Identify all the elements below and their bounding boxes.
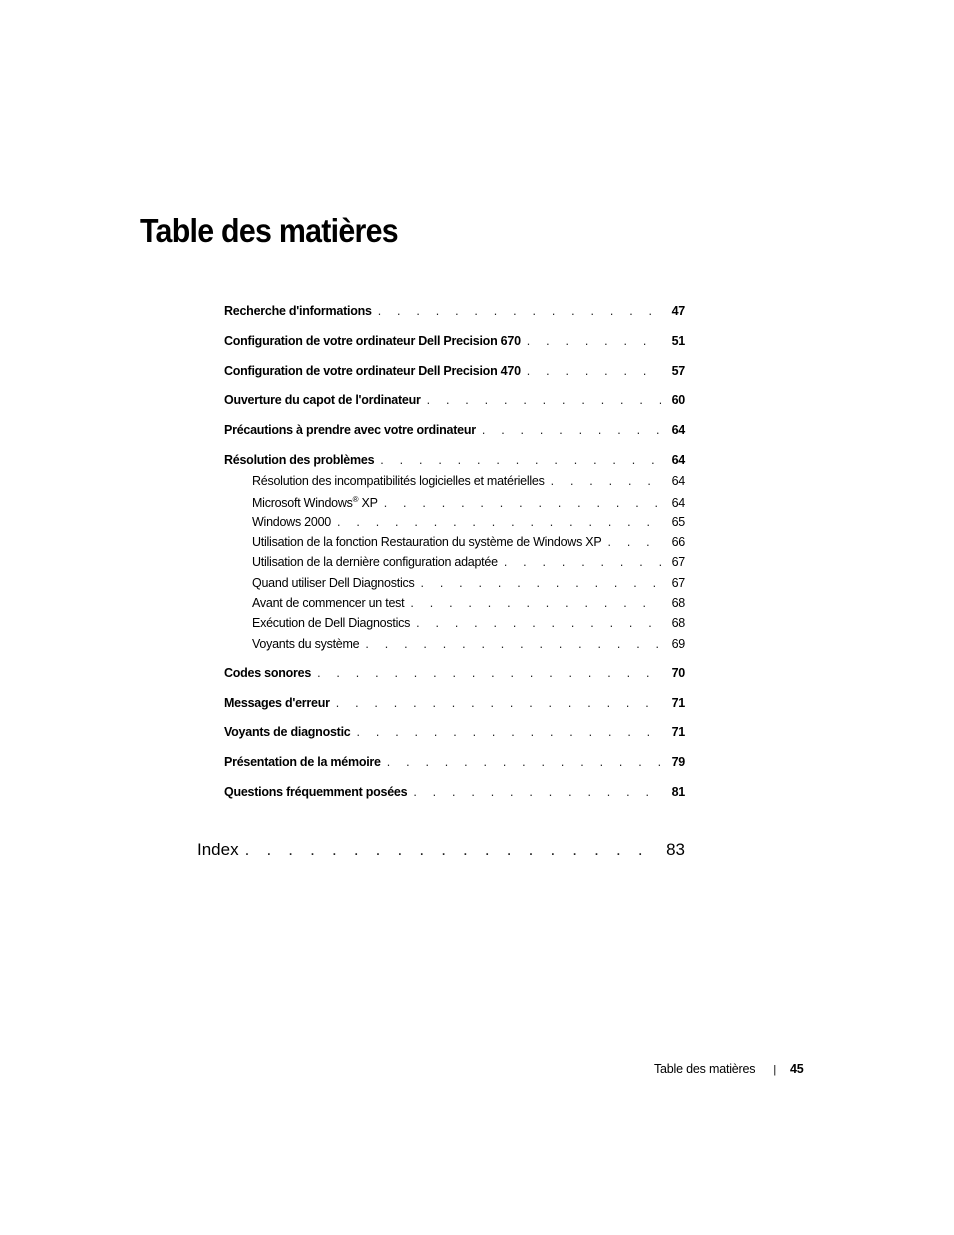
toc-entry-label: Présentation de la mémoire <box>224 755 381 769</box>
dot-leader <box>365 637 661 651</box>
dot-leader <box>336 696 661 710</box>
toc-entry-label: Utilisation de la fonction Restauration du système de Windows XP <box>252 535 602 549</box>
toc-entry[interactable] <box>224 666 685 680</box>
toc-entry-label: Exécution de Dell Diagnostics <box>252 616 411 630</box>
toc-entry-page: 57 <box>671 364 685 378</box>
dot-leader <box>410 596 661 610</box>
toc-entry-page: 81 <box>671 785 685 799</box>
toc-index-entry[interactable] <box>197 840 685 860</box>
footer-divider: | <box>773 1064 776 1076</box>
footer-section-title: Table des matières <box>654 1062 756 1076</box>
toc-entry-page: 60 <box>671 393 685 407</box>
toc-entry[interactable] <box>224 453 685 467</box>
toc-entry[interactable] <box>224 785 685 799</box>
toc-subentry[interactable] <box>252 515 685 529</box>
dot-leader <box>420 576 661 590</box>
dot-leader <box>416 616 661 630</box>
toc-entry-page: 67 <box>671 576 685 590</box>
dot-leader <box>527 334 661 348</box>
toc-entry[interactable] <box>224 364 685 378</box>
toc-entry-label: Ouverture du capot de l'ordinateur <box>224 393 421 407</box>
toc-entry-label: Windows 2000 <box>252 515 331 529</box>
toc-entry-label: Voyants du système <box>252 637 360 651</box>
toc-subentry[interactable] <box>252 555 685 569</box>
toc-entry-page: 51 <box>671 334 685 348</box>
toc-entry-page: 68 <box>671 616 685 630</box>
toc-entry-page: 67 <box>671 555 685 569</box>
dot-leader <box>384 496 661 510</box>
toc-entry[interactable] <box>224 334 685 348</box>
toc-entry-page: 70 <box>671 666 685 680</box>
toc-entry-label: Recherche d'informations <box>224 304 372 318</box>
dot-leader <box>387 755 661 769</box>
toc-entry-page: 65 <box>671 515 685 529</box>
toc-entry-label: Index <box>197 840 239 859</box>
toc-entry-label: Configuration de votre ordinateur Dell Precision 470 <box>224 364 521 378</box>
footer-page-number: 45 <box>790 1062 804 1076</box>
dot-leader <box>357 725 662 739</box>
toc-entry-label: Utilisation de la dernière configuration adaptée <box>252 555 498 569</box>
toc-entry-label: Questions fréquemment posées <box>224 785 408 799</box>
toc-entry[interactable] <box>224 304 685 318</box>
toc-entry-label: Résolution des problèmes <box>224 453 375 467</box>
toc-entry-page: 83 <box>666 840 685 859</box>
toc-entry-page: 71 <box>671 696 685 710</box>
toc-subentry[interactable] <box>252 596 685 610</box>
dot-leader <box>380 453 661 467</box>
toc-entry-label: Résolution des incompatibilités logicielles et matérielles <box>252 474 545 488</box>
dot-leader <box>378 304 661 318</box>
toc-subentry[interactable] <box>252 535 685 549</box>
toc-subentry[interactable] <box>252 616 685 630</box>
toc-entry-page: 66 <box>671 535 685 549</box>
toc-entry-page: 69 <box>671 637 685 651</box>
dot-leader <box>413 785 661 799</box>
toc-entry-page: 64 <box>671 496 685 511</box>
toc-entry-label: Codes sonores <box>224 666 312 680</box>
toc-entry-page: 47 <box>671 304 685 318</box>
toc-entry-page: 64 <box>671 474 685 488</box>
dot-leader <box>427 393 661 407</box>
toc-entry[interactable] <box>224 393 685 407</box>
toc-entry[interactable] <box>224 755 685 769</box>
toc-subentry[interactable] <box>252 576 685 590</box>
toc-entry-page: 68 <box>671 596 685 610</box>
dot-leader <box>504 555 661 569</box>
toc-entry-label-text: Microsoft Windows <box>252 496 353 511</box>
toc-entry-label: Avant de commencer un test <box>252 596 405 610</box>
dot-leader <box>482 423 661 437</box>
toc-entry-page: 71 <box>671 725 685 739</box>
toc-entry[interactable] <box>224 696 685 710</box>
registered-mark: ® <box>352 495 359 504</box>
dot-leader <box>607 535 661 549</box>
toc-subentry[interactable] <box>252 495 685 510</box>
toc-entry-page: 79 <box>671 755 685 769</box>
toc-entry-label: Voyants de diagnostic <box>224 725 351 739</box>
page-footer <box>654 1062 814 1076</box>
toc-entry-label <box>252 495 378 510</box>
dot-leader <box>317 666 661 680</box>
dot-leader <box>337 515 661 529</box>
toc-entry[interactable] <box>224 725 685 739</box>
toc-entry-page: 64 <box>671 453 685 467</box>
toc-subentry[interactable] <box>252 474 685 488</box>
toc-entry-label: Messages d'erreur <box>224 696 330 710</box>
toc-entry-page: 64 <box>671 423 685 437</box>
toc-entry-label: Configuration de votre ordinateur Dell Precision 670 <box>224 334 521 348</box>
dot-leader <box>245 840 656 860</box>
toc-entry-label: Précautions à prendre avec votre ordinateur <box>224 423 476 437</box>
dot-leader <box>527 364 661 378</box>
dot-leader <box>551 474 661 488</box>
toc-entry-label-suffix: XP <box>358 496 378 511</box>
toc-subentry[interactable] <box>252 637 685 651</box>
page-title: Table des matières <box>140 212 398 249</box>
toc-entry[interactable] <box>224 423 685 437</box>
toc-entry-label: Quand utiliser Dell Diagnostics <box>252 576 415 590</box>
